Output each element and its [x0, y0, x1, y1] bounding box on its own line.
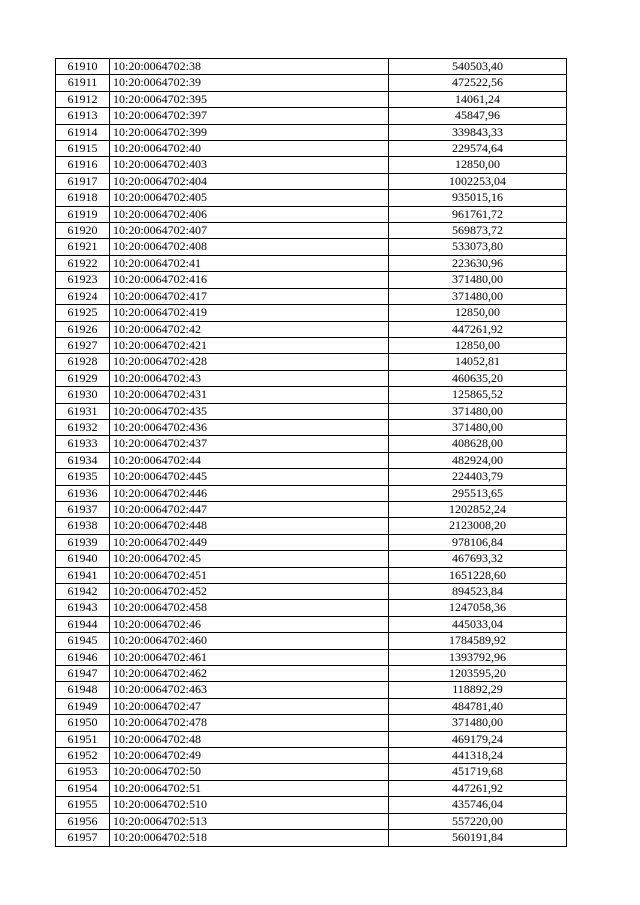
- value-cell: 445033,04: [389, 616, 567, 632]
- table-row: [56, 206, 567, 222]
- table-row: [56, 518, 567, 534]
- row-number-cell: 61938: [56, 518, 110, 534]
- table-row: [56, 452, 567, 468]
- cadastral-number-cell: 10:20:0064702:451: [110, 567, 389, 583]
- value-cell: 118892,29: [389, 682, 567, 698]
- value-cell: 482924,00: [389, 452, 567, 468]
- table-row: [56, 534, 567, 550]
- row-number-cell: 61911: [56, 75, 110, 91]
- cadastral-number-cell: 10:20:0064702:395: [110, 91, 389, 107]
- row-number-cell: 61910: [56, 59, 110, 75]
- cadastral-value-table: [55, 58, 567, 847]
- row-number-cell: 61954: [56, 780, 110, 796]
- value-cell: 1784589,92: [389, 633, 567, 649]
- cadastral-number-cell: 10:20:0064702:445: [110, 469, 389, 485]
- table-row: [56, 551, 567, 567]
- cadastral-number-cell: 10:20:0064702:407: [110, 223, 389, 239]
- table-row: [56, 59, 567, 75]
- row-number-cell: 61934: [56, 452, 110, 468]
- value-cell: 12850,00: [389, 305, 567, 321]
- row-number-cell: 61914: [56, 124, 110, 140]
- row-number-cell: 61940: [56, 551, 110, 567]
- cadastral-number-cell: 10:20:0064702:460: [110, 633, 389, 649]
- value-cell: 469179,24: [389, 731, 567, 747]
- value-cell: 371480,00: [389, 288, 567, 304]
- cadastral-number-cell: 10:20:0064702:40: [110, 141, 389, 157]
- table-row: [56, 305, 567, 321]
- row-number-cell: 61950: [56, 715, 110, 731]
- value-cell: 45847,96: [389, 108, 567, 124]
- row-number-cell: 61941: [56, 567, 110, 583]
- row-number-cell: 61937: [56, 501, 110, 517]
- cadastral-number-cell: 10:20:0064702:47: [110, 698, 389, 714]
- cadastral-number-cell: 10:20:0064702:41: [110, 255, 389, 271]
- cadastral-number-cell: 10:20:0064702:417: [110, 288, 389, 304]
- table-row: [56, 370, 567, 386]
- row-number-cell: 61957: [56, 830, 110, 846]
- cadastral-number-cell: 10:20:0064702:44: [110, 452, 389, 468]
- row-number-cell: 61932: [56, 419, 110, 435]
- cadastral-number-cell: 10:20:0064702:39: [110, 75, 389, 91]
- table-row: [56, 239, 567, 255]
- table-row: [56, 387, 567, 403]
- table-row: [56, 830, 567, 846]
- row-number-cell: 61913: [56, 108, 110, 124]
- value-cell: 295513,65: [389, 485, 567, 501]
- row-number-cell: 61955: [56, 797, 110, 813]
- value-cell: 408628,00: [389, 436, 567, 452]
- cadastral-number-cell: 10:20:0064702:406: [110, 206, 389, 222]
- cadastral-number-cell: 10:20:0064702:42: [110, 321, 389, 337]
- cadastral-number-cell: 10:20:0064702:458: [110, 600, 389, 616]
- value-cell: 371480,00: [389, 272, 567, 288]
- table-row: [56, 698, 567, 714]
- value-cell: 1203595,20: [389, 666, 567, 682]
- row-number-cell: 61947: [56, 666, 110, 682]
- row-number-cell: 61949: [56, 698, 110, 714]
- table-row: [56, 190, 567, 206]
- value-cell: 339843,33: [389, 124, 567, 140]
- cadastral-number-cell: 10:20:0064702:436: [110, 419, 389, 435]
- value-cell: 1651228,60: [389, 567, 567, 583]
- row-number-cell: 61917: [56, 173, 110, 189]
- row-number-cell: 61925: [56, 305, 110, 321]
- cadastral-number-cell: 10:20:0064702:448: [110, 518, 389, 534]
- table-row: [56, 748, 567, 764]
- value-cell: 460635,20: [389, 370, 567, 386]
- table-row: [56, 797, 567, 813]
- cadastral-number-cell: 10:20:0064702:38: [110, 59, 389, 75]
- cadastral-number-cell: 10:20:0064702:45: [110, 551, 389, 567]
- value-cell: 12850,00: [389, 337, 567, 353]
- row-number-cell: 61943: [56, 600, 110, 616]
- row-number-cell: 61948: [56, 682, 110, 698]
- table-row: [56, 419, 567, 435]
- cadastral-number-cell: 10:20:0064702:431: [110, 387, 389, 403]
- value-cell: 125865,52: [389, 387, 567, 403]
- row-number-cell: 61924: [56, 288, 110, 304]
- row-number-cell: 61930: [56, 387, 110, 403]
- cadastral-number-cell: 10:20:0064702:428: [110, 354, 389, 370]
- table-row: [56, 337, 567, 353]
- table-row: [56, 223, 567, 239]
- row-number-cell: 61952: [56, 748, 110, 764]
- table-body: [56, 59, 567, 847]
- table-row: [56, 124, 567, 140]
- value-cell: 14061,24: [389, 91, 567, 107]
- value-cell: 935015,16: [389, 190, 567, 206]
- value-cell: 371480,00: [389, 419, 567, 435]
- cadastral-number-cell: 10:20:0064702:478: [110, 715, 389, 731]
- cadastral-number-cell: 10:20:0064702:397: [110, 108, 389, 124]
- cadastral-number-cell: 10:20:0064702:437: [110, 436, 389, 452]
- cadastral-number-cell: 10:20:0064702:447: [110, 501, 389, 517]
- table-row: [56, 501, 567, 517]
- cadastral-number-cell: 10:20:0064702:419: [110, 305, 389, 321]
- value-cell: 472522,56: [389, 75, 567, 91]
- table-row: [56, 584, 567, 600]
- value-cell: 560191,84: [389, 830, 567, 846]
- table-row: [56, 91, 567, 107]
- table-row: [56, 780, 567, 796]
- cadastral-number-cell: 10:20:0064702:461: [110, 649, 389, 665]
- table-row: [56, 469, 567, 485]
- row-number-cell: 61946: [56, 649, 110, 665]
- table-row: [56, 108, 567, 124]
- table-row: [56, 272, 567, 288]
- cadastral-number-cell: 10:20:0064702:49: [110, 748, 389, 764]
- row-number-cell: 61918: [56, 190, 110, 206]
- cadastral-number-cell: 10:20:0064702:403: [110, 157, 389, 173]
- value-cell: 1202852,24: [389, 501, 567, 517]
- table-row: [56, 682, 567, 698]
- value-cell: 1002253,04: [389, 173, 567, 189]
- table-row: [56, 764, 567, 780]
- row-number-cell: 61922: [56, 255, 110, 271]
- cadastral-number-cell: 10:20:0064702:48: [110, 731, 389, 747]
- value-cell: 441318,24: [389, 748, 567, 764]
- cadastral-number-cell: 10:20:0064702:518: [110, 830, 389, 846]
- value-cell: 533073,80: [389, 239, 567, 255]
- value-cell: 540503,40: [389, 59, 567, 75]
- row-number-cell: 61936: [56, 485, 110, 501]
- row-number-cell: 61921: [56, 239, 110, 255]
- value-cell: 371480,00: [389, 403, 567, 419]
- row-number-cell: 61953: [56, 764, 110, 780]
- table-row: [56, 141, 567, 157]
- cadastral-number-cell: 10:20:0064702:51: [110, 780, 389, 796]
- cadastral-number-cell: 10:20:0064702:513: [110, 813, 389, 829]
- value-cell: 371480,00: [389, 715, 567, 731]
- value-cell: 1393792,96: [389, 649, 567, 665]
- cadastral-number-cell: 10:20:0064702:449: [110, 534, 389, 550]
- value-cell: 451719,68: [389, 764, 567, 780]
- value-cell: 224403,79: [389, 469, 567, 485]
- row-number-cell: 61912: [56, 91, 110, 107]
- cadastral-number-cell: 10:20:0064702:452: [110, 584, 389, 600]
- table-row: [56, 567, 567, 583]
- value-cell: 961761,72: [389, 206, 567, 222]
- table-row: [56, 354, 567, 370]
- table-row: [56, 616, 567, 632]
- row-number-cell: 61944: [56, 616, 110, 632]
- row-number-cell: 61929: [56, 370, 110, 386]
- cadastral-number-cell: 10:20:0064702:435: [110, 403, 389, 419]
- value-cell: 557220,00: [389, 813, 567, 829]
- cadastral-number-cell: 10:20:0064702:408: [110, 239, 389, 255]
- value-cell: 894523,84: [389, 584, 567, 600]
- row-number-cell: 61926: [56, 321, 110, 337]
- table-row: [56, 731, 567, 747]
- value-cell: 978106,84: [389, 534, 567, 550]
- table-row: [56, 75, 567, 91]
- row-number-cell: 61923: [56, 272, 110, 288]
- value-cell: 467693,32: [389, 551, 567, 567]
- row-number-cell: 61956: [56, 813, 110, 829]
- cadastral-number-cell: 10:20:0064702:405: [110, 190, 389, 206]
- row-number-cell: 61920: [56, 223, 110, 239]
- row-number-cell: 61915: [56, 141, 110, 157]
- table-row: [56, 600, 567, 616]
- table-row: [56, 649, 567, 665]
- cadastral-number-cell: 10:20:0064702:446: [110, 485, 389, 501]
- row-number-cell: 61942: [56, 584, 110, 600]
- row-number-cell: 61951: [56, 731, 110, 747]
- row-number-cell: 61931: [56, 403, 110, 419]
- value-cell: 484781,40: [389, 698, 567, 714]
- value-cell: 12850,00: [389, 157, 567, 173]
- cadastral-number-cell: 10:20:0064702:462: [110, 666, 389, 682]
- cadastral-number-cell: 10:20:0064702:421: [110, 337, 389, 353]
- table-row: [56, 715, 567, 731]
- value-cell: 1247058,36: [389, 600, 567, 616]
- table-row: [56, 157, 567, 173]
- value-cell: 229574,64: [389, 141, 567, 157]
- row-number-cell: 61916: [56, 157, 110, 173]
- cadastral-number-cell: 10:20:0064702:399: [110, 124, 389, 140]
- row-number-cell: 61928: [56, 354, 110, 370]
- table-row: [56, 633, 567, 649]
- value-cell: 569873,72: [389, 223, 567, 239]
- value-cell: 223630,96: [389, 255, 567, 271]
- table-row: [56, 436, 567, 452]
- table-row: [56, 173, 567, 189]
- value-cell: 14052,81: [389, 354, 567, 370]
- row-number-cell: 61933: [56, 436, 110, 452]
- table-row: [56, 813, 567, 829]
- cadastral-number-cell: 10:20:0064702:50: [110, 764, 389, 780]
- cadastral-number-cell: 10:20:0064702:46: [110, 616, 389, 632]
- row-number-cell: 61935: [56, 469, 110, 485]
- table-row: [56, 485, 567, 501]
- row-number-cell: 61919: [56, 206, 110, 222]
- row-number-cell: 61945: [56, 633, 110, 649]
- table-row: [56, 666, 567, 682]
- row-number-cell: 61939: [56, 534, 110, 550]
- table-row: [56, 403, 567, 419]
- row-number-cell: 61927: [56, 337, 110, 353]
- cadastral-number-cell: 10:20:0064702:510: [110, 797, 389, 813]
- cadastral-number-cell: 10:20:0064702:404: [110, 173, 389, 189]
- value-cell: 435746,04: [389, 797, 567, 813]
- cadastral-number-cell: 10:20:0064702:463: [110, 682, 389, 698]
- value-cell: 447261,92: [389, 780, 567, 796]
- table-row: [56, 288, 567, 304]
- cadastral-number-cell: 10:20:0064702:43: [110, 370, 389, 386]
- table-row: [56, 321, 567, 337]
- cadastral-number-cell: 10:20:0064702:416: [110, 272, 389, 288]
- value-cell: 2123008,20: [389, 518, 567, 534]
- value-cell: 447261,92: [389, 321, 567, 337]
- table-row: [56, 255, 567, 271]
